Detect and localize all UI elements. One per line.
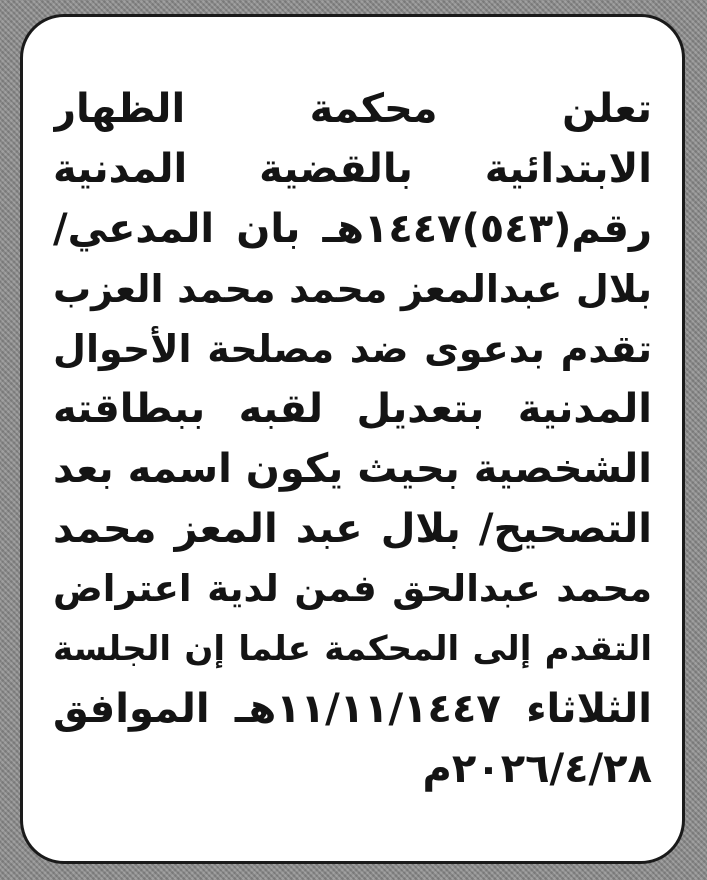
notice-line: الشخصية بحيث يكون اسمه بعد	[53, 446, 652, 492]
notice-line: ٢٠٢٦/٤/٢٨م	[422, 746, 652, 792]
notice-text	[53, 79, 652, 799]
notice-line: تقدم بدعوى ضد مصلحة الأحوال	[53, 327, 652, 371]
notice-line: التصحيح/ بلال عبد المعز محمد	[53, 506, 652, 552]
notice-card	[20, 14, 685, 864]
notice-line: الابتدائية بالقضية المدنية	[53, 146, 652, 192]
notice-line: رقم(٥٤٣)١٤٤٧هـ بان المدعي/	[53, 206, 652, 252]
notice-line: تعلن محكمة الظهار	[53, 86, 652, 132]
notice-line: محمد عبدالحق فمن لدية اعتراض	[53, 567, 652, 610]
notice-line: التقدم إلى المحكمة علما إن الجلسة	[53, 629, 652, 669]
notice-line: المدنية بتعديل لقبه ببطاقته	[53, 386, 652, 432]
notice-line: بلال عبدالمعز محمد محمد العزب	[53, 267, 652, 311]
notice-line: الثلاثاء ١١/١١/١٤٤٧هـ الموافق	[53, 686, 652, 732]
